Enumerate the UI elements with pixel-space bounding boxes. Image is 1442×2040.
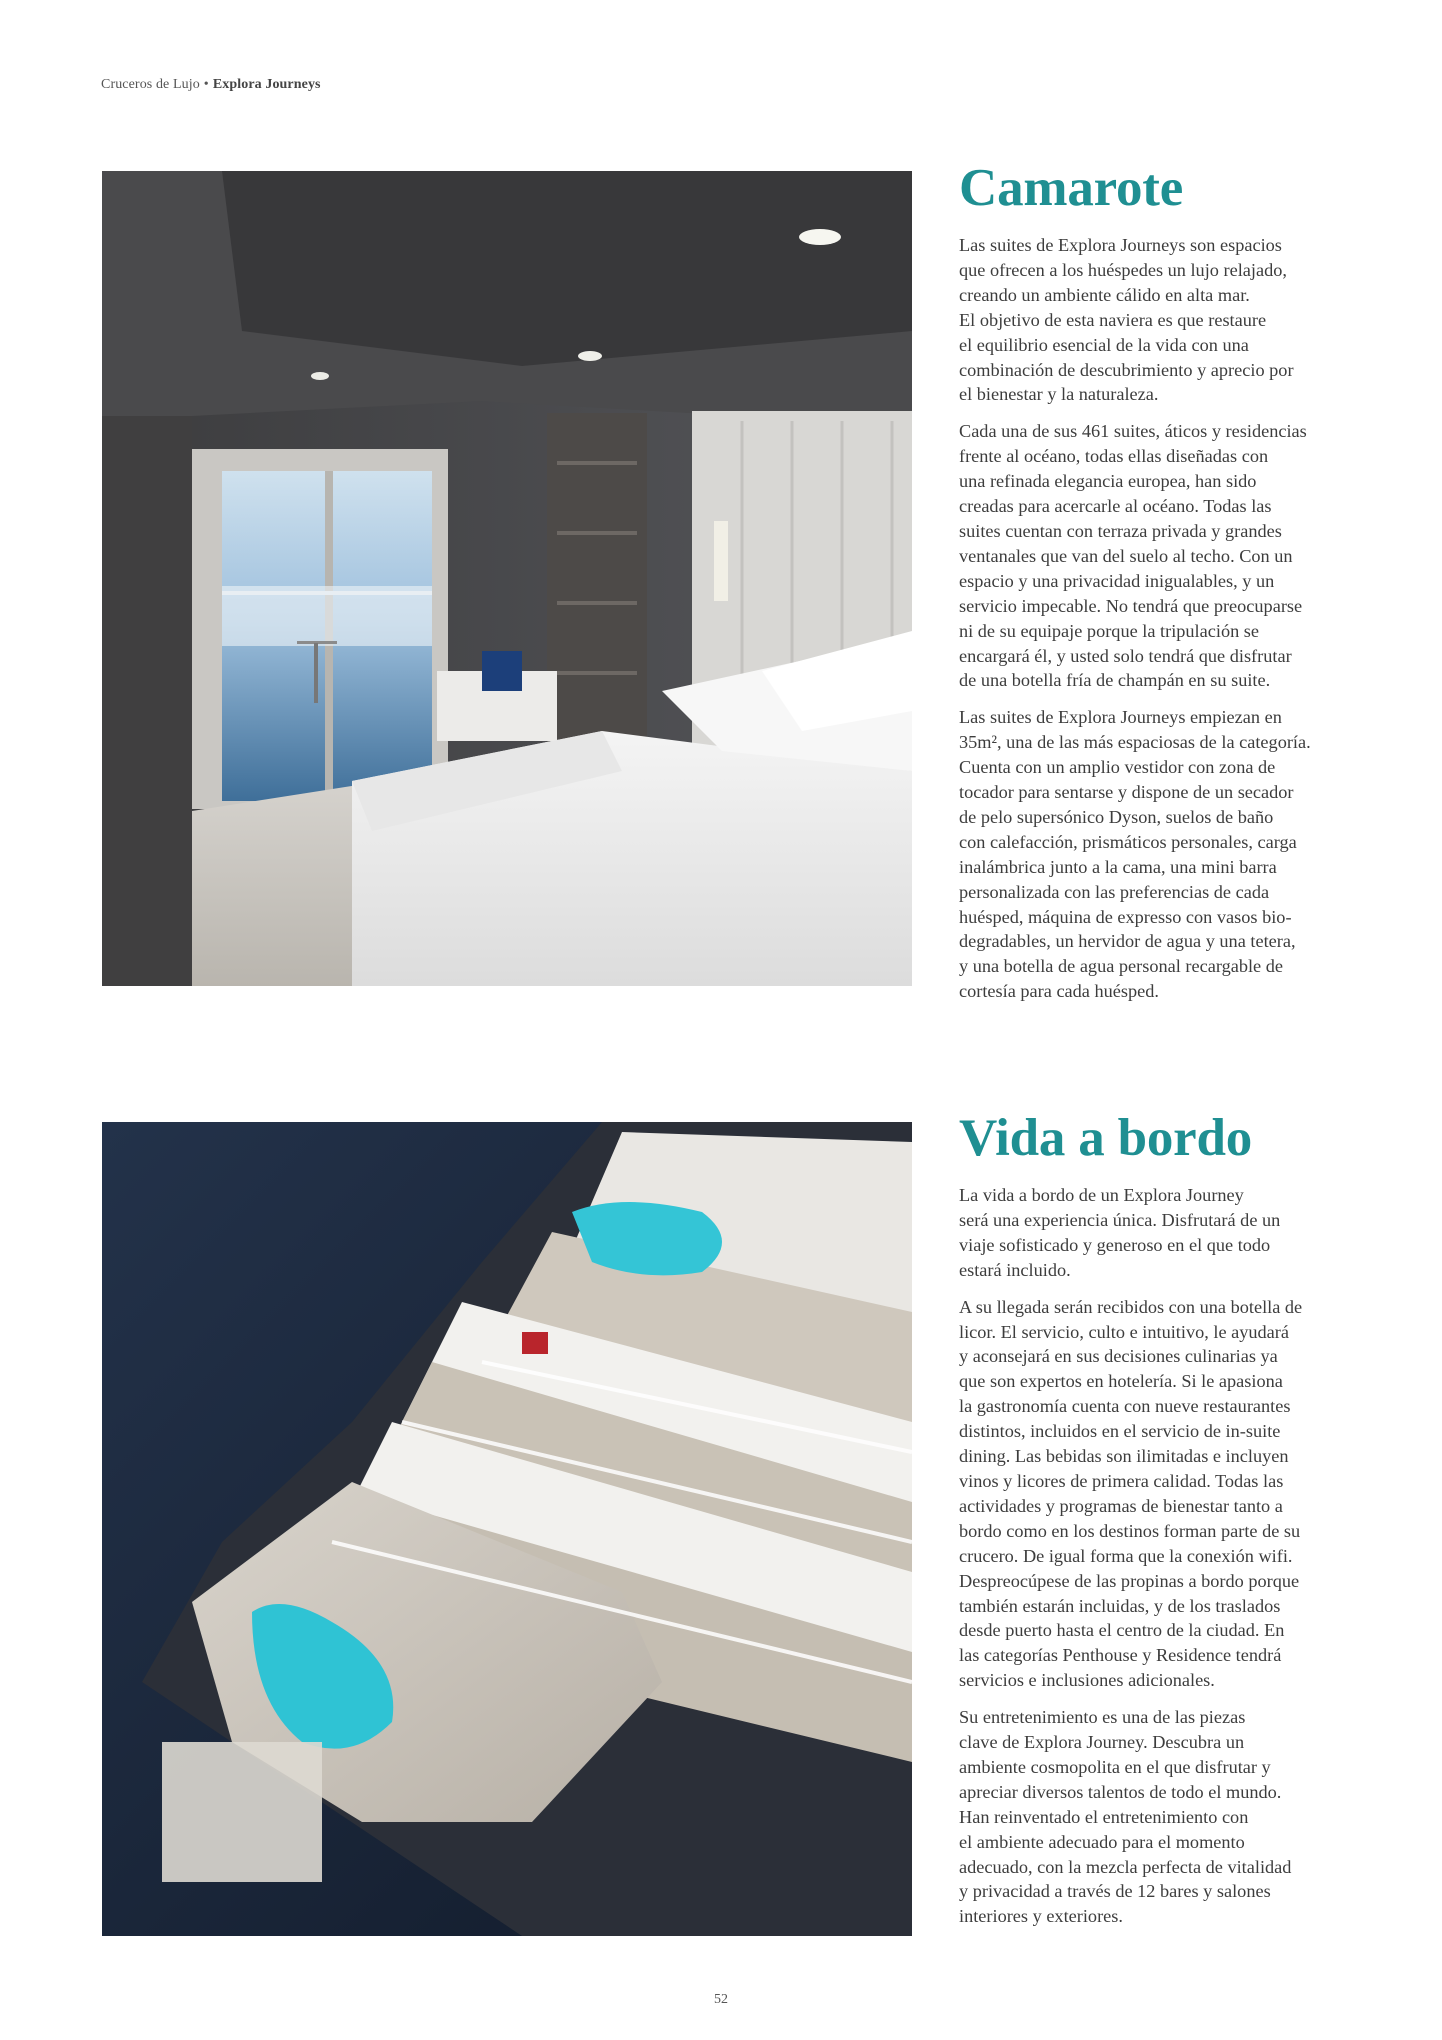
running-head-separator: •	[203, 77, 209, 92]
cruise-ship-aerial-photo	[102, 1122, 912, 1936]
vida-paragraph-1: La vida a bordo de un Explora Journey será una experiencia única. Disfrutará de un viaje sofisticado y generoso en el que todo estará incluido.	[959, 1185, 1281, 1280]
camarote-title: Camarote	[959, 159, 1184, 217]
vida-section	[959, 1109, 1349, 1941]
camarote-paragraph-3: Las suites de Explora Journeys empiezan en 35m², una de las más espaciosas de la categoría. Cuenta con un amplio vestidor con zona de tocador para sentarse y dispone de un secador de pelo supersónico Dyson, suelos de baño con calefacción, prismáticos personales, carga inalámbrica junto a la cama, una mini barra personalizada con las preferencias de cada huésped, máquina de expresso con vasos bio- degradables, un hervidor de agua y una tetera, y una botella de agua personal recargable de cortesía para cada huésped.	[959, 707, 1311, 1002]
vida-paragraph-2: A su llegada serán recibidos con una botella de licor. El servicio, culto e intuitivo, le ayudará y aconsejará en sus decisiones culinarias ya que son expertos en hotelería. Si le apasiona la gastronomía cuenta con nueve restaurantes distintos, incluidos en el servicio de in-suite dining. Las bebidas son ilimitadas e incluyen vinos y licores de primera calidad. Todas las actividades y programas de bienestar tanto a bordo como en los destinos forman parte de su crucero. De igual forma que la conexión wifi. Despreocúpese de las propinas a bordo porque también estarán incluidas, y de los traslados desde puerto hasta el centro de la ciudad. En las categorías Penthouse y Residence tendrá servicios e inclusiones adicionales.	[959, 1296, 1303, 1691]
vida-title: Vida a bordo	[959, 1109, 1253, 1167]
camarote-paragraph-2: Cada una de sus 461 suites, áticos y residencias frente al océano, todas ellas diseñadas con una refinada elegancia europea, han sido creadas para acercarle al océano. Todas las suites cuentan con terraza privada y grandes ventanales que van del suelo al techo. Con un espacio y una privacidad inigualables, y un servicio impecable. No tendrá que preocuparse ni de su equipaje porque la tripulación se encargará él, y usted solo tendrá que disfrutar de una botella fría de champán en su suite.	[959, 421, 1307, 691]
camarote-paragraph-1: Las suites de Explora Journeys son espacios que ofrecen a los huéspedes un lujo relajado, creando un ambiente cálido en alta mar. El objetivo de esta naviera es que restaure el equilibrio esencial de la vida con una combinación de descubrimiento y aprecio por el bienestar y la naturaleza.	[959, 235, 1294, 405]
page-number: 52	[714, 1992, 728, 2007]
vida-paragraph-3: Su entretenimiento es una de las piezas clave de Explora Journey. Descubra un ambiente cosmopolita en el que disfrutar y apreciar diversos talentos de todo el mundo. Han reinventado el entretenimiento con el ambiente adecuado para el momento adecuado, con la mezcla perfecta de vitalidad y privacidad a través de 12 bares y salones interiores y exteriores.	[959, 1707, 1292, 1927]
running-head-brand: Explora Journeys	[212, 77, 321, 92]
running-head-section: Cruceros de Lujo	[101, 77, 200, 92]
suite-bedroom-photo	[102, 171, 912, 986]
camarote-section	[959, 159, 1349, 1016]
running-head	[101, 77, 321, 93]
